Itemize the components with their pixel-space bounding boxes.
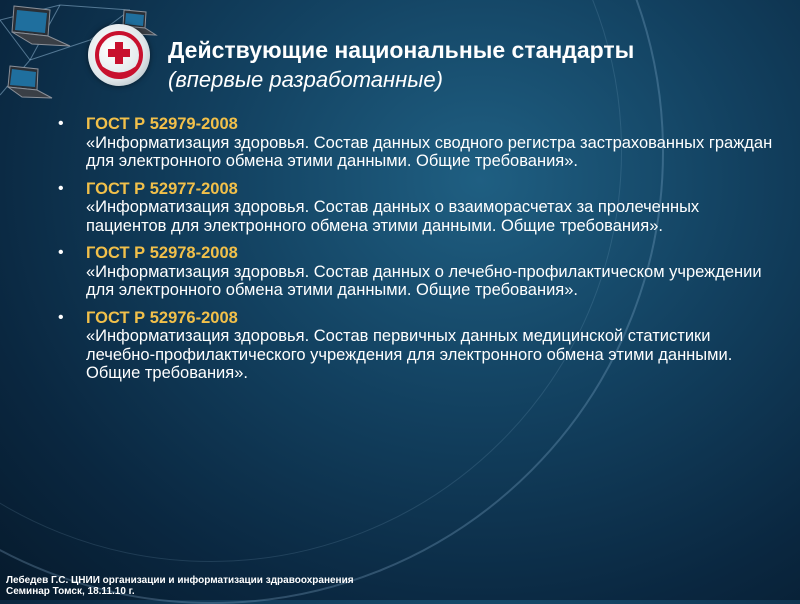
- footer-author: Лебедев Г.С. ЦНИИ организации и информатизации здравоохранения: [6, 575, 354, 586]
- footer: [6, 575, 354, 597]
- bullet-icon: •: [58, 179, 64, 197]
- standard-code: ГОСТ Р 52979-2008: [86, 115, 238, 133]
- page-title: Действующие национальные стандарты: [168, 37, 635, 63]
- standards-list: [58, 115, 778, 392]
- standard-code: ГОСТ Р 52976-2008: [86, 308, 238, 327]
- list-item: [58, 244, 778, 300]
- footer-event: Семинар Томск, 18.11.10 г.: [6, 586, 135, 597]
- standard-description: «Информатизация здоровья. Состав первичных данных медицинской статистики лечебно-профилактического учреждения для электронного обмена этими данными. Общие требования».: [86, 327, 733, 382]
- list-item: [58, 309, 778, 383]
- standard-description: «Информатизация здоровья. Состав данных сводного регистра застрахованных граждан для электронного обмена этими данными. Общие требования».: [86, 133, 773, 170]
- bullet-icon: •: [58, 244, 64, 261]
- bullet-icon: •: [58, 115, 64, 132]
- standard-code: ГОСТ Р 52978-2008: [86, 244, 238, 262]
- laptop-icon: [4, 4, 74, 52]
- list-item: [58, 180, 778, 236]
- list-item: [58, 115, 778, 171]
- page-subtitle: (впервые разработанные): [168, 67, 443, 92]
- standard-description: «Информатизация здоровья. Состав данных о лечебно-профилактическом учреждении для электронного обмена этими данными. Общие требования».: [86, 262, 762, 299]
- bullet-icon: •: [58, 308, 64, 326]
- standard-code: ГОСТ Р 52977-2008: [86, 179, 238, 198]
- standard-description: «Информатизация здоровья. Состав данных о взаиморасчетах за пролеченных пациентов для электронного обмена этими данными. Общие требования».: [86, 198, 700, 235]
- laptop-icon-left: [2, 64, 54, 104]
- red-cross-logo-icon: [88, 24, 150, 86]
